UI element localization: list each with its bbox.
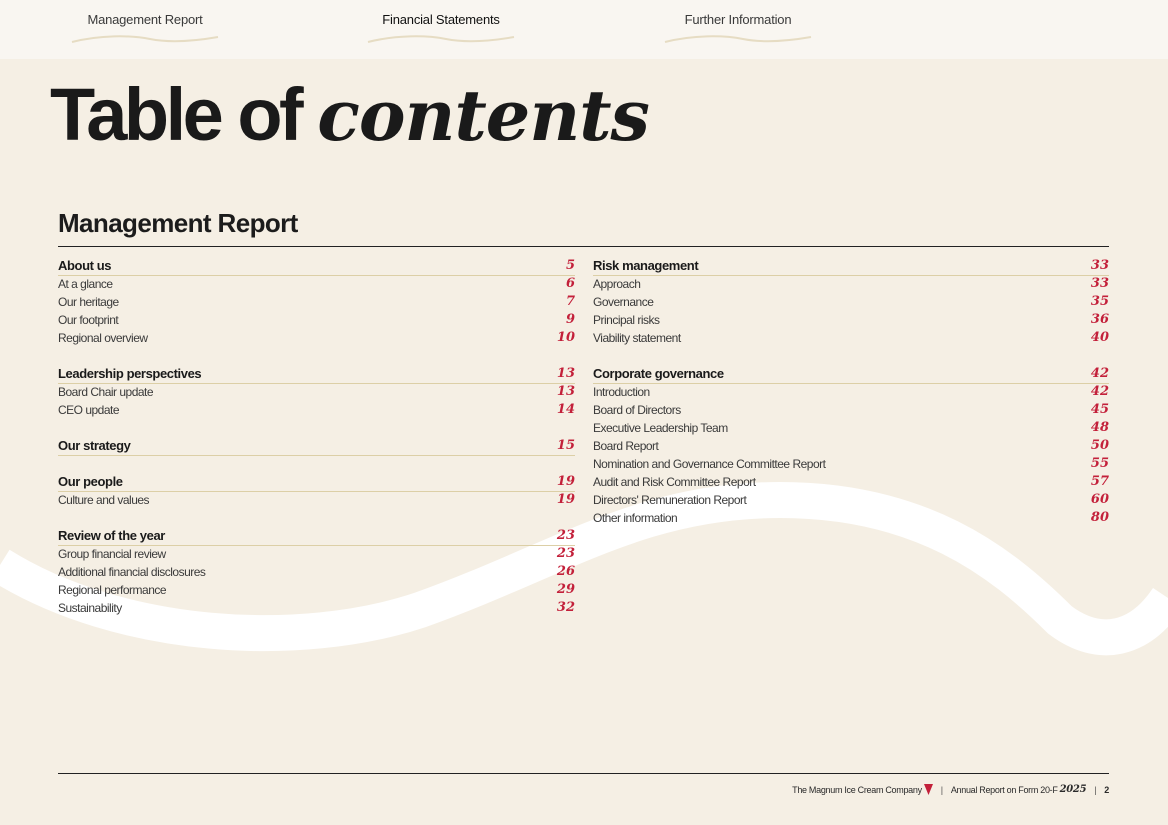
page-number: 33 (1090, 276, 1109, 291)
page-number: 26 (556, 564, 575, 579)
toc-item-label: Regional performance (58, 583, 167, 597)
title-regular: Table of (50, 73, 301, 156)
page-number: 60 (1090, 492, 1109, 507)
page-number: 55 (1090, 456, 1109, 471)
toc-item[interactable] (593, 456, 1109, 474)
toc-item-label: Governance (593, 295, 654, 309)
toc-group (58, 528, 575, 618)
toc-item-label: Sustainability (58, 601, 122, 615)
footer-rule (58, 773, 1109, 774)
toc-item-label: Nomination and Governance Committee Report (593, 457, 826, 471)
toc-group-title: Leadership perspectives (58, 366, 202, 381)
footer-year: 2025 (1059, 784, 1087, 795)
toc-group-header[interactable] (593, 366, 1109, 384)
toc-group-header[interactable] (593, 258, 1109, 276)
page-number: 35 (1090, 294, 1109, 309)
page-number: 48 (1090, 420, 1109, 435)
toc-item[interactable] (58, 600, 575, 618)
page-number: 5 (565, 258, 575, 273)
toc-item-label: Culture and values (58, 493, 150, 507)
toc-column-right (593, 258, 1109, 546)
page-title (50, 73, 649, 157)
title-italic: contents (317, 74, 649, 157)
toc-group-title: Risk management (593, 258, 699, 273)
page-number: 23 (556, 546, 575, 561)
footer-separator: | (940, 784, 943, 795)
page-number: 14 (556, 402, 575, 417)
top-navigation (0, 0, 1168, 59)
page-number: 13 (556, 366, 575, 381)
toc-item-label: Approach (593, 277, 641, 291)
page-number: 45 (1090, 402, 1109, 417)
toc-group-header[interactable] (58, 438, 575, 456)
page-number: 7 (565, 294, 575, 309)
footer-page-number: 2 (1104, 784, 1109, 795)
toc-item[interactable] (593, 402, 1109, 420)
toc-item[interactable] (58, 330, 575, 348)
toc-group-title: Review of the year (58, 528, 165, 543)
toc-item-label: Board Report (593, 439, 659, 453)
page-number: 80 (1090, 510, 1109, 525)
toc-item[interactable] (593, 312, 1109, 330)
toc-item[interactable] (58, 294, 575, 312)
tab-label: Further Information (684, 12, 792, 27)
page-number: 33 (1090, 258, 1109, 273)
page-number: 9 (565, 312, 575, 327)
toc-group-header[interactable] (58, 366, 575, 384)
toc-item[interactable] (593, 474, 1109, 492)
tab-underline-wave (663, 33, 813, 45)
section-rule (58, 246, 1109, 247)
footer-report: Annual Report on Form 20-F (950, 784, 1058, 795)
toc-group (593, 258, 1109, 348)
page-number: 42 (1090, 366, 1109, 381)
toc-group (58, 258, 575, 348)
tab-label: Financial Statements (382, 12, 500, 27)
page-number: 15 (556, 438, 575, 453)
brand-logo-icon (924, 784, 933, 795)
toc-item[interactable] (58, 276, 575, 294)
toc-item-label: Introduction (593, 385, 650, 399)
toc-item[interactable] (593, 420, 1109, 438)
toc-group-header[interactable] (58, 528, 575, 546)
toc-item[interactable] (58, 564, 575, 582)
toc-item-label: Audit and Risk Committee Report (593, 475, 756, 489)
toc-group (58, 366, 575, 420)
toc-column-left (58, 258, 575, 636)
page-number: 57 (1090, 474, 1109, 489)
toc-item-label: Our heritage (58, 295, 119, 309)
toc-item-label: Executive Leadership Team (593, 421, 728, 435)
page-number: 6 (565, 276, 575, 291)
toc-item[interactable] (593, 510, 1109, 528)
page-number: 40 (1090, 330, 1109, 345)
toc-item-label: Group financial review (58, 547, 166, 561)
page-number: 50 (1090, 438, 1109, 453)
tab-label: Management Report (87, 12, 203, 27)
footer-separator: | (1094, 784, 1097, 795)
toc-group (58, 438, 575, 456)
tab-underline-wave (366, 33, 516, 45)
toc-item[interactable] (58, 402, 575, 420)
tab-further-information[interactable] (663, 12, 813, 45)
page-number: 36 (1090, 312, 1109, 327)
toc-item-label: CEO update (58, 403, 120, 417)
toc-group-title: Corporate governance (593, 366, 724, 381)
toc-item-label: Principal risks (593, 313, 660, 327)
toc-item[interactable] (593, 276, 1109, 294)
toc-item-label: Additional financial disclosures (58, 565, 206, 579)
toc-group (593, 366, 1109, 528)
footer (792, 784, 1109, 795)
page-number: 32 (556, 600, 575, 615)
page-number: 19 (556, 492, 575, 507)
toc-group-title: About us (58, 258, 112, 273)
page-number: 19 (556, 474, 575, 489)
footer-company: The Magnum Ice Cream Company (792, 784, 922, 795)
toc-item[interactable] (58, 546, 575, 564)
toc-item[interactable] (593, 384, 1109, 402)
toc-item[interactable] (593, 294, 1109, 312)
toc-item[interactable] (58, 312, 575, 330)
toc-item-label: Directors' Remuneration Report (593, 493, 747, 507)
toc-item-label: At a glance (58, 277, 113, 291)
tab-underline-wave (70, 33, 220, 45)
toc-item-label: Board Chair update (58, 385, 154, 399)
toc-group (58, 474, 575, 510)
page-number: 29 (556, 582, 575, 597)
toc-item[interactable] (58, 384, 575, 402)
toc-group-header[interactable] (58, 258, 575, 276)
page-number: 10 (556, 330, 575, 345)
page-number: 23 (556, 528, 575, 543)
toc-item[interactable] (58, 492, 575, 510)
toc-group-title: Our strategy (58, 438, 131, 453)
toc-item-label: Viability statement (593, 331, 681, 345)
toc-item[interactable] (593, 492, 1109, 510)
toc-item-label: Our footprint (58, 313, 119, 327)
toc-group-title: Our people (58, 474, 123, 489)
toc-item-label: Board of Directors (593, 403, 681, 417)
tab-management-report[interactable] (70, 12, 220, 45)
section-heading: Management Report (58, 208, 298, 238)
page-number: 42 (1090, 384, 1109, 399)
toc-group-header[interactable] (58, 474, 575, 492)
page-number: 13 (556, 384, 575, 399)
toc-item[interactable] (593, 330, 1109, 348)
toc-item[interactable] (58, 582, 575, 600)
toc-item-label: Regional overview (58, 331, 148, 345)
toc-item-label: Other information (593, 511, 678, 525)
tab-financial-statements[interactable] (366, 12, 516, 45)
toc-item[interactable] (593, 438, 1109, 456)
